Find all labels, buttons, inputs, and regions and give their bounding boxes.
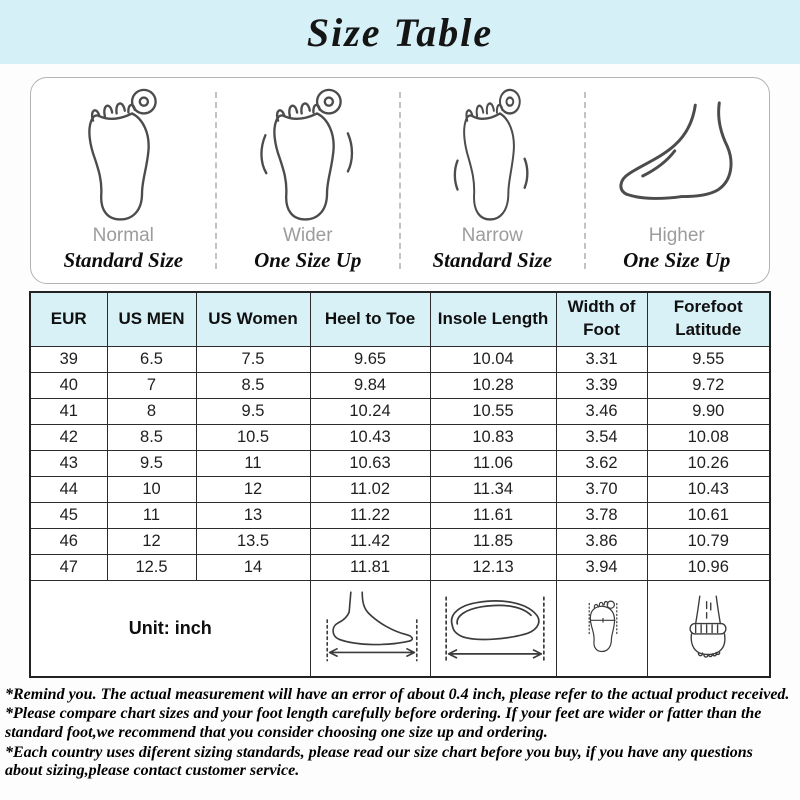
footnote-line: *Remind you. The actual measurement will have an error of about 0.4 inch, please refer to the actual product received. <box>5 685 790 703</box>
size-cell: 9.5 <box>196 398 310 424</box>
size-cell: 9.55 <box>647 346 770 372</box>
size-cell: 3.62 <box>556 450 647 476</box>
size-cell: 14 <box>196 554 310 580</box>
column-header: EUR <box>30 292 107 346</box>
size-cell: 10.63 <box>310 450 430 476</box>
size-cell: 3.94 <box>556 554 647 580</box>
fit-condition-label: Higher <box>648 224 705 246</box>
size-cell: 3.70 <box>556 476 647 502</box>
column-header: Insole Length <box>430 292 556 346</box>
size-cell: 10.43 <box>310 424 430 450</box>
size-cell: 9.84 <box>310 372 430 398</box>
size-cell: 10.24 <box>310 398 430 424</box>
measure-cell-heel-to-toe <box>310 580 430 677</box>
fit-guide-item-normal <box>31 78 216 283</box>
size-cell: 10.96 <box>647 554 770 580</box>
size-row <box>30 346 770 372</box>
size-cell: 9.65 <box>310 346 430 372</box>
size-cell: 39 <box>30 346 107 372</box>
size-cell: 11 <box>196 450 310 476</box>
size-row <box>30 476 770 502</box>
fit-advice-label: Standard Size <box>432 247 553 272</box>
foot-side-higher-icon <box>607 88 747 224</box>
size-cell: 43 <box>30 450 107 476</box>
size-cell: 11.34 <box>430 476 556 502</box>
size-table-body <box>30 346 770 580</box>
size-row <box>30 424 770 450</box>
size-cell: 12.5 <box>107 554 196 580</box>
size-cell: 41 <box>30 398 107 424</box>
fit-guide-item-narrow <box>400 78 585 283</box>
size-cell: 10 <box>107 476 196 502</box>
size-cell: 9.90 <box>647 398 770 424</box>
size-cell: 10.5 <box>196 424 310 450</box>
size-cell: 3.46 <box>556 398 647 424</box>
measure-cell-insole-length <box>430 580 556 677</box>
size-cell: 7 <box>107 372 196 398</box>
size-table <box>29 291 771 678</box>
size-cell: 3.86 <box>556 528 647 554</box>
size-cell: 10.61 <box>647 502 770 528</box>
size-cell: 9.72 <box>647 372 770 398</box>
footnotes <box>5 686 794 782</box>
size-cell: 3.39 <box>556 372 647 398</box>
size-table-header-row <box>30 292 770 346</box>
size-cell: 10.08 <box>647 424 770 450</box>
size-cell: 8.5 <box>107 424 196 450</box>
dashed-divider <box>584 92 586 269</box>
size-cell: 42 <box>30 424 107 450</box>
column-header: US Women <box>196 292 310 346</box>
footprint-narrow-icon <box>436 79 548 224</box>
foot-width-measure-icon <box>561 658 645 675</box>
column-header: Width of Foot <box>556 292 647 346</box>
fit-guide-panel <box>30 77 770 284</box>
size-cell: 9.5 <box>107 450 196 476</box>
fit-advice-label: One Size Up <box>623 247 731 272</box>
size-cell: 11.81 <box>310 554 430 580</box>
size-table-head <box>30 292 770 346</box>
footprint-wider-icon <box>249 79 367 224</box>
size-cell: 3.31 <box>556 346 647 372</box>
forefoot-girth-measure-icon <box>660 658 756 675</box>
footnote-line: *Please compare chart sizes and your foot length carefully before ordering. If your feet are wider or fatter than the standard foot,we recommend that you consider choosing one size up and ordering. <box>5 705 762 741</box>
size-cell: 45 <box>30 502 107 528</box>
size-cell: 11.02 <box>310 476 430 502</box>
fit-condition-label: Narrow <box>461 224 523 246</box>
fit-guide-item-higher <box>585 78 770 283</box>
size-cell: 11 <box>107 502 196 528</box>
fit-condition-label: Wider <box>282 224 333 246</box>
size-row <box>30 372 770 398</box>
size-row <box>30 528 770 554</box>
size-cell: 12.13 <box>430 554 556 580</box>
size-cell: 13.5 <box>196 528 310 554</box>
size-cell: 11.61 <box>430 502 556 528</box>
fit-advice-label: One Size Up <box>254 247 362 272</box>
size-cell: 40 <box>30 372 107 398</box>
size-row <box>30 398 770 424</box>
measure-cell-forefoot-girth <box>647 580 770 677</box>
size-cell: 10.43 <box>647 476 770 502</box>
size-cell: 8.5 <box>196 372 310 398</box>
size-cell: 11.06 <box>430 450 556 476</box>
fit-condition-label: Normal <box>92 224 154 246</box>
heel-to-toe-measure-icon <box>315 658 429 675</box>
size-cell: 46 <box>30 528 107 554</box>
size-row <box>30 554 770 580</box>
dashed-divider <box>399 92 401 269</box>
column-header: Heel to Toe <box>310 292 430 346</box>
fit-advice-label: Standard Size <box>63 247 184 272</box>
dashed-divider <box>215 92 217 269</box>
size-row <box>30 450 770 476</box>
unit-cell: Unit: inch <box>30 580 310 677</box>
measure-row <box>30 580 770 677</box>
size-cell: 8 <box>107 398 196 424</box>
size-cell: 10.83 <box>430 424 556 450</box>
size-cell: 10.79 <box>647 528 770 554</box>
insole-length-measure-icon <box>435 658 555 675</box>
fit-guide-item-wider <box>216 78 401 283</box>
size-cell: 11.85 <box>430 528 556 554</box>
size-cell: 6.5 <box>107 346 196 372</box>
size-table-measure-row-group <box>30 580 770 677</box>
measure-cell-foot-width <box>556 580 647 677</box>
column-header: Forefoot Latitude <box>647 292 770 346</box>
size-cell: 10.04 <box>430 346 556 372</box>
title-banner <box>0 0 800 64</box>
size-cell: 10.55 <box>430 398 556 424</box>
size-row <box>30 502 770 528</box>
size-cell: 3.54 <box>556 424 647 450</box>
size-cell: 7.5 <box>196 346 310 372</box>
footprint-normal-icon <box>67 79 179 224</box>
size-cell: 11.42 <box>310 528 430 554</box>
size-cell: 47 <box>30 554 107 580</box>
size-cell: 13 <box>196 502 310 528</box>
size-cell: 12 <box>196 476 310 502</box>
size-cell: 12 <box>107 528 196 554</box>
size-cell: 44 <box>30 476 107 502</box>
footnote-line: *Each country uses diferent sizing standards, please read our size chart before you buy, if you have any questions about sizing,please contact customer service. <box>5 743 753 780</box>
size-cell: 3.78 <box>556 502 647 528</box>
column-header: US MEN <box>107 292 196 346</box>
size-cell: 10.28 <box>430 372 556 398</box>
size-cell: 10.26 <box>647 450 770 476</box>
page-title: Size Table <box>306 9 494 55</box>
size-cell: 11.22 <box>310 502 430 528</box>
